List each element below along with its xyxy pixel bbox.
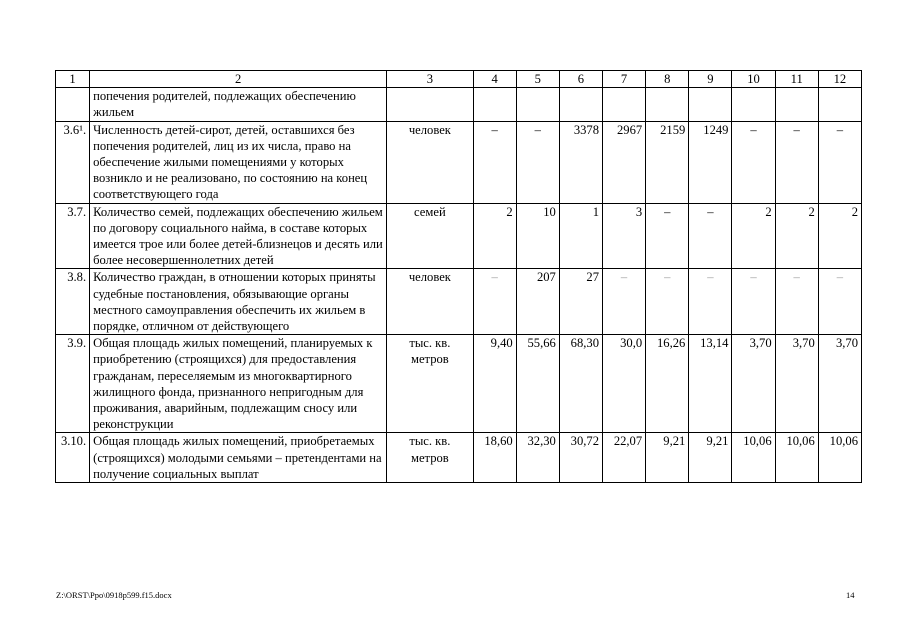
header-cell: 12 [818,71,861,88]
row-number: 3.7. [56,203,90,269]
value-cell [732,88,775,121]
data-table [55,70,862,483]
header-cell: 2 [90,71,387,88]
value-cell: – [689,269,732,335]
row-unit: человек [387,269,473,335]
value-cell: – [689,203,732,269]
header-cell: 4 [473,71,516,88]
value-cell: – [732,269,775,335]
value-cell [818,88,861,121]
value-cell: 30,72 [559,433,602,483]
value-cell: 2 [775,203,818,269]
value-cell: 2 [473,203,516,269]
header-cell: 3 [387,71,473,88]
row-unit [387,88,473,121]
table-row [56,433,862,483]
table-row [56,121,862,203]
value-cell: – [775,269,818,335]
value-cell: 3,70 [732,335,775,433]
value-cell: 1249 [689,121,732,203]
value-cell: 9,21 [689,433,732,483]
value-cell [559,88,602,121]
value-cell: 10,06 [732,433,775,483]
row-unit: семей [387,203,473,269]
row-number: 3.8. [56,269,90,335]
header-cell: 10 [732,71,775,88]
header-cell: 8 [646,71,689,88]
table-row [56,88,862,121]
value-cell: – [473,269,516,335]
row-description: попечения родителей, подлежащих обеспечению жильем [90,88,387,121]
value-cell: 3 [603,203,646,269]
table-row [56,335,862,433]
value-cell: 10,06 [775,433,818,483]
file-path: Z:\ORST\Ppo\0918p599.f15.docx [56,590,172,600]
value-cell: 32,30 [516,433,559,483]
row-number: 3.10. [56,433,90,483]
row-description: Общая площадь жилых помещений, планируемых к приобретению (строящихся) для предоставления гражданам, переселяемым из многоквартирного жилищного фонда, признанного непригодным для проживания, аварийным, подлежащим сносу или реконструкции [90,335,387,433]
row-description: Численность детей-сирот, детей, оставшихся без попечения родителей, лиц из их числа, право на обеспечение жилыми помещениями у которых возникло и не реализовано, по состоянию на конец соответствующего года [90,121,387,203]
table-row [56,203,862,269]
row-description: Количество семей, подлежащих обеспечению жильем по договору социального найма, в составе которых имеется трое или более детей-близнецов и десять или более несовершеннолетних детей [90,203,387,269]
row-description: Общая площадь жилых помещений, приобретаемых (строящихся) молодыми семьями – претендентами на получение социальных выплат [90,433,387,483]
value-cell: – [646,203,689,269]
value-cell: 55,66 [516,335,559,433]
row-number: 3.6¹. [56,121,90,203]
value-cell [603,88,646,121]
value-cell: 2 [818,203,861,269]
header-cell: 1 [56,71,90,88]
value-cell [689,88,732,121]
row-unit: тыс. кв. метров [387,433,473,483]
value-cell: 3378 [559,121,602,203]
table-body [56,88,862,483]
row-number: 3.9. [56,335,90,433]
value-cell: – [646,269,689,335]
header-cell: 11 [775,71,818,88]
value-cell [473,88,516,121]
value-cell: – [818,269,861,335]
value-cell: – [516,121,559,203]
value-cell: 3,70 [775,335,818,433]
value-cell: 9,21 [646,433,689,483]
table-row [56,269,862,335]
value-cell: 3,70 [818,335,861,433]
value-cell: 13,14 [689,335,732,433]
row-description: Количество граждан, в отношении которых приняты судебные постановления, обязывающие органы местного самоуправления обеспечить их жильем в порядке, отличном от действующего [90,269,387,335]
row-number [56,88,90,121]
value-cell: 2967 [603,121,646,203]
value-cell: – [603,269,646,335]
row-unit: человек [387,121,473,203]
row-unit: тыс. кв. метров [387,335,473,433]
value-cell: – [818,121,861,203]
value-cell: – [775,121,818,203]
value-cell: 30,0 [603,335,646,433]
value-cell: 1 [559,203,602,269]
value-cell: – [473,121,516,203]
value-cell: 68,30 [559,335,602,433]
value-cell: 16,26 [646,335,689,433]
value-cell [775,88,818,121]
value-cell: 10,06 [818,433,861,483]
header-cell: 5 [516,71,559,88]
value-cell: 22,07 [603,433,646,483]
value-cell: 27 [559,269,602,335]
value-cell: 2 [732,203,775,269]
value-cell: 9,40 [473,335,516,433]
value-cell: 18,60 [473,433,516,483]
value-cell: 2159 [646,121,689,203]
value-cell [516,88,559,121]
page-number: 14 [846,590,855,600]
value-cell: 207 [516,269,559,335]
header-cell: 6 [559,71,602,88]
header-cell: 9 [689,71,732,88]
value-cell: – [732,121,775,203]
header-row [56,71,862,88]
value-cell: 10 [516,203,559,269]
header-cell: 7 [603,71,646,88]
value-cell [646,88,689,121]
